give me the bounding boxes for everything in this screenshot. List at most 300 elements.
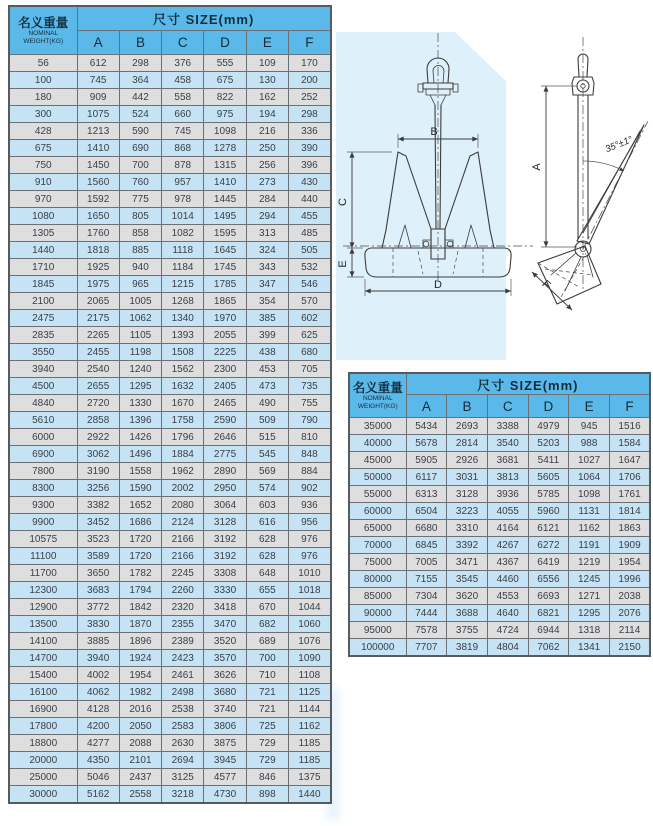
table-row — [9, 293, 331, 310]
column-header-f: F — [609, 395, 650, 418]
table-cell: 6821 — [528, 605, 569, 622]
table-cell: 6313 — [406, 486, 447, 503]
table-cell: 440 — [288, 191, 330, 208]
table-cell: 1044 — [288, 599, 330, 616]
column-header-a: A — [77, 31, 119, 55]
table-row — [9, 174, 331, 191]
column-header-b: B — [447, 395, 488, 418]
table-cell: 848 — [288, 446, 330, 463]
table-cell: 1652 — [119, 497, 161, 514]
table-cell: 1975 — [77, 276, 119, 293]
table-cell: 75000 — [349, 554, 406, 571]
table-cell: 1162 — [569, 520, 610, 537]
table-cell: 660 — [162, 106, 204, 123]
table-cell: 1782 — [119, 565, 161, 582]
table-cell: 385 — [246, 310, 288, 327]
fluke-angle-label: 35°±1° — [603, 134, 635, 156]
table-row — [349, 503, 650, 520]
table-cell: 1590 — [119, 480, 161, 497]
table-cell: 700 — [119, 157, 161, 174]
table-cell: 1558 — [119, 463, 161, 480]
table-cell: 85000 — [349, 588, 406, 605]
table-cell: 675 — [9, 140, 77, 157]
table-cell: 1785 — [204, 276, 246, 293]
table-cell: 2646 — [204, 429, 246, 446]
table-cell: 755 — [288, 395, 330, 412]
left-table-body — [9, 55, 331, 804]
table-cell: 90000 — [349, 605, 406, 622]
table-cell: 1595 — [204, 225, 246, 242]
table-cell: 2405 — [204, 378, 246, 395]
table-cell: 7005 — [406, 554, 447, 571]
table-cell: 1090 — [288, 650, 330, 667]
table-cell: 1185 — [288, 735, 330, 752]
table-cell: 2055 — [204, 327, 246, 344]
table-cell: 1185 — [288, 752, 330, 769]
table-cell: 4128 — [77, 701, 119, 718]
table-row — [9, 735, 331, 752]
table-cell: 603 — [246, 497, 288, 514]
table-cell: 1440 — [9, 242, 77, 259]
size-header: 尺寸 SIZE(mm) — [406, 373, 650, 395]
table-cell: 690 — [119, 140, 161, 157]
table-cell: 2835 — [9, 327, 77, 344]
nominal-weight-en2: WEIGHT(KG) — [23, 37, 64, 45]
table-cell: 3452 — [77, 514, 119, 531]
table-row — [349, 486, 650, 503]
table-cell: 682 — [246, 616, 288, 633]
table-cell: 343 — [246, 259, 288, 276]
table-cell: 8300 — [9, 480, 77, 497]
table-cell: 700 — [246, 650, 288, 667]
table-cell: 878 — [162, 157, 204, 174]
table-cell: 4640 — [487, 605, 528, 622]
table-row — [9, 89, 331, 106]
table-cell: 100000 — [349, 639, 406, 657]
table-cell: 1098 — [569, 486, 610, 503]
table-cell: 3550 — [9, 344, 77, 361]
table-cell: 1495 — [204, 208, 246, 225]
table-cell: 2498 — [162, 684, 204, 701]
table-cell: 940 — [119, 259, 161, 276]
table-cell: 3330 — [204, 582, 246, 599]
table-cell: 790 — [288, 412, 330, 429]
table-row — [9, 378, 331, 395]
table-cell: 970 — [9, 191, 77, 208]
nominal-weight-header — [349, 373, 406, 418]
table-cell: 1962 — [162, 463, 204, 480]
table-row — [9, 191, 331, 208]
table-row — [349, 571, 650, 588]
table-cell: 7444 — [406, 605, 447, 622]
table-cell: 5678 — [406, 435, 447, 452]
table-cell: 5605 — [528, 469, 569, 486]
table-row — [9, 327, 331, 344]
table-row — [9, 225, 331, 242]
table-cell: 100 — [9, 72, 77, 89]
table-cell: 1014 — [162, 208, 204, 225]
table-cell: 3062 — [77, 446, 119, 463]
table-row — [9, 412, 331, 429]
table-cell: 200 — [288, 72, 330, 89]
table-row — [9, 786, 331, 804]
table-cell: 6900 — [9, 446, 77, 463]
table-cell: 6121 — [528, 520, 569, 537]
table-row — [9, 140, 331, 157]
table-cell: 1645 — [204, 242, 246, 259]
table-cell: 689 — [246, 633, 288, 650]
column-header-d: D — [204, 31, 246, 55]
table-cell: 721 — [246, 684, 288, 701]
table-cell: 1584 — [609, 435, 650, 452]
table-row — [9, 123, 331, 140]
table-cell: 1426 — [119, 429, 161, 446]
nominal-weight-en1: NOMINAL — [362, 395, 393, 402]
table-row — [9, 565, 331, 582]
table-cell: 3940 — [9, 361, 77, 378]
table-cell: 4804 — [487, 639, 528, 657]
table-cell: 1305 — [9, 225, 77, 242]
table-cell: 4500 — [9, 378, 77, 395]
table-cell: 1670 — [162, 395, 204, 412]
table-cell: 2114 — [609, 622, 650, 639]
column-header-c: C — [487, 395, 528, 418]
table-cell: 3418 — [204, 599, 246, 616]
table-cell: 216 — [246, 123, 288, 140]
table-row — [9, 463, 331, 480]
table-cell: 775 — [119, 191, 161, 208]
table-cell: 2814 — [447, 435, 488, 452]
table-cell: 2775 — [204, 446, 246, 463]
table-cell: 324 — [246, 242, 288, 259]
table-cell: 6419 — [528, 554, 569, 571]
table-cell: 3523 — [77, 531, 119, 548]
table-cell: 976 — [288, 531, 330, 548]
table-cell: 2225 — [204, 344, 246, 361]
table-cell: 1450 — [77, 157, 119, 174]
table-cell: 1393 — [162, 327, 204, 344]
table-cell: 1005 — [119, 293, 161, 310]
table-cell: 3192 — [204, 548, 246, 565]
table-row — [349, 520, 650, 537]
table-cell: 364 — [119, 72, 161, 89]
anchor-size-table-left — [8, 5, 332, 804]
table-cell: 655 — [246, 582, 288, 599]
dimension-label-c: C — [337, 198, 349, 206]
nominal-weight-cn: 名义重量 — [352, 381, 403, 395]
table-row — [9, 769, 331, 786]
table-cell: 390 — [288, 140, 330, 157]
table-cell: 5434 — [406, 418, 447, 435]
table-row — [9, 531, 331, 548]
table-cell: 2437 — [119, 769, 161, 786]
table-cell: 5960 — [528, 503, 569, 520]
table-cell: 868 — [162, 140, 204, 157]
table-cell: 4460 — [487, 571, 528, 588]
table-cell: 1865 — [204, 293, 246, 310]
anchor-front-view — [337, 33, 533, 296]
table-cell: 3031 — [447, 469, 488, 486]
table-cell: 705 — [288, 361, 330, 378]
table-cell: 3589 — [77, 548, 119, 565]
dimension-label-e: E — [337, 260, 349, 268]
table-cell: 300 — [9, 106, 77, 123]
table-cell: 1560 — [77, 174, 119, 191]
table-cell: 2166 — [162, 531, 204, 548]
table-row — [349, 537, 650, 554]
table-cell: 3813 — [487, 469, 528, 486]
table-cell: 354 — [246, 293, 288, 310]
table-cell: 2175 — [77, 310, 119, 327]
table-cell: 1758 — [162, 412, 204, 429]
table-cell: 194 — [246, 106, 288, 123]
table-cell: 616 — [246, 514, 288, 531]
table-cell: 2455 — [77, 344, 119, 361]
table-cell: 4200 — [77, 718, 119, 735]
table-cell: 1760 — [77, 225, 119, 242]
table-cell: 294 — [246, 208, 288, 225]
table-cell: 130 — [246, 72, 288, 89]
table-cell: 5046 — [77, 769, 119, 786]
table-row — [9, 429, 331, 446]
table-cell: 3755 — [447, 622, 488, 639]
table-cell: 1215 — [162, 276, 204, 293]
table-cell: 4724 — [487, 622, 528, 639]
table-cell: 750 — [9, 157, 77, 174]
table-cell: 1845 — [9, 276, 77, 293]
table-cell: 25000 — [9, 769, 77, 786]
table-cell: 1184 — [162, 259, 204, 276]
table-cell: 14700 — [9, 650, 77, 667]
right-table-body — [349, 418, 650, 657]
table-cell: 16900 — [9, 701, 77, 718]
table-cell: 1010 — [288, 565, 330, 582]
table-cell: 3688 — [447, 605, 488, 622]
table-cell: 3806 — [204, 718, 246, 735]
table-cell: 6272 — [528, 537, 569, 554]
table-cell: 298 — [119, 55, 161, 72]
table-cell: 910 — [9, 174, 77, 191]
table-cell: 1720 — [119, 531, 161, 548]
table-cell: 55000 — [349, 486, 406, 503]
dimension-label-d: D — [434, 279, 442, 291]
table-cell: 2124 — [162, 514, 204, 531]
table-cell: 2694 — [162, 752, 204, 769]
table-cell: 12900 — [9, 599, 77, 616]
table-cell: 1219 — [569, 554, 610, 571]
table-cell: 6845 — [406, 537, 447, 554]
table-cell: 5162 — [77, 786, 119, 804]
table-cell: 1761 — [609, 486, 650, 503]
table-cell: 3681 — [487, 452, 528, 469]
table-cell: 810 — [288, 429, 330, 446]
table-cell: 2538 — [162, 701, 204, 718]
column-header-d: D — [528, 395, 569, 418]
table-cell: 1686 — [119, 514, 161, 531]
column-header-e: E — [569, 395, 610, 418]
table-cell: 3310 — [447, 520, 488, 537]
table-cell: 4267 — [487, 537, 528, 554]
table-cell: 4840 — [9, 395, 77, 412]
header-row-1 — [9, 6, 331, 31]
table-cell: 35000 — [349, 418, 406, 435]
table-cell: 485 — [288, 225, 330, 242]
table-row — [9, 497, 331, 514]
table-cell: 3128 — [204, 514, 246, 531]
table-cell: 2080 — [162, 497, 204, 514]
table-cell: 1954 — [119, 667, 161, 684]
column-header-c: C — [162, 31, 204, 55]
table-row — [9, 242, 331, 259]
table-cell: 976 — [288, 548, 330, 565]
table-cell: 1884 — [162, 446, 204, 463]
table-cell: 1796 — [162, 429, 204, 446]
table-cell: 1794 — [119, 582, 161, 599]
table-cell: 1162 — [288, 718, 330, 735]
table-cell: 2389 — [162, 633, 204, 650]
table-cell: 628 — [246, 548, 288, 565]
table-cell: 1240 — [119, 361, 161, 378]
table-cell: 1508 — [162, 344, 204, 361]
table-cell: 3650 — [77, 565, 119, 582]
table-cell: 884 — [288, 463, 330, 480]
table-cell: 4577 — [204, 769, 246, 786]
table-cell: 2101 — [119, 752, 161, 769]
table-cell: 612 — [77, 55, 119, 72]
table-cell: 569 — [246, 463, 288, 480]
table-cell: 455 — [288, 208, 330, 225]
table-cell: 5610 — [9, 412, 77, 429]
table-cell: 1562 — [162, 361, 204, 378]
size-header: 尺寸 SIZE(mm) — [77, 6, 331, 31]
table-cell: 729 — [246, 752, 288, 769]
table-cell: 1098 — [204, 123, 246, 140]
table-cell: 170 — [288, 55, 330, 72]
table-cell: 428 — [9, 123, 77, 140]
table-cell: 721 — [246, 701, 288, 718]
table-cell: 885 — [119, 242, 161, 259]
table-cell: 273 — [246, 174, 288, 191]
table-cell: 70000 — [349, 537, 406, 554]
table-cell: 1650 — [77, 208, 119, 225]
table-cell: 60000 — [349, 503, 406, 520]
column-header-b: B — [119, 31, 161, 55]
table-cell: 3772 — [77, 599, 119, 616]
table-cell: 7707 — [406, 639, 447, 657]
table-cell: 16100 — [9, 684, 77, 701]
table-cell: 1268 — [162, 293, 204, 310]
table-row — [349, 622, 650, 639]
table-cell: 2475 — [9, 310, 77, 327]
table-cell: 1870 — [119, 616, 161, 633]
table-cell: 1330 — [119, 395, 161, 412]
table-row — [349, 605, 650, 622]
table-row — [9, 208, 331, 225]
table-cell: 490 — [246, 395, 288, 412]
table-cell: 1710 — [9, 259, 77, 276]
table-cell: 9900 — [9, 514, 77, 531]
table-cell: 628 — [246, 531, 288, 548]
table-cell: 3471 — [447, 554, 488, 571]
table-cell: 2890 — [204, 463, 246, 480]
table-row — [9, 361, 331, 378]
table-cell: 602 — [288, 310, 330, 327]
table-cell: 2950 — [204, 480, 246, 497]
table-cell: 376 — [162, 55, 204, 72]
table-row — [9, 106, 331, 123]
table-cell: 1082 — [162, 225, 204, 242]
table-cell: 1954 — [609, 554, 650, 571]
table-cell: 760 — [119, 174, 161, 191]
table-cell: 2926 — [447, 452, 488, 469]
table-cell: 2166 — [162, 548, 204, 565]
table-row — [9, 667, 331, 684]
table-cell: 15400 — [9, 667, 77, 684]
table-cell: 945 — [569, 418, 610, 435]
table-cell: 524 — [119, 106, 161, 123]
nominal-weight-en1: NOMINAL — [28, 30, 59, 37]
table-cell: 1271 — [569, 588, 610, 605]
table-cell: 5785 — [528, 486, 569, 503]
table-row — [9, 446, 331, 463]
table-cell: 675 — [204, 72, 246, 89]
table-cell: 3382 — [77, 497, 119, 514]
table-cell: 1075 — [77, 106, 119, 123]
column-header-f: F — [288, 31, 330, 55]
table-cell: 1396 — [119, 412, 161, 429]
table-cell: 5203 — [528, 435, 569, 452]
table-cell: 975 — [204, 106, 246, 123]
table-row — [9, 684, 331, 701]
table-cell: 2150 — [609, 639, 650, 657]
table-cell: 1064 — [569, 469, 610, 486]
table-row — [9, 616, 331, 633]
table-cell: 95000 — [349, 622, 406, 639]
table-cell: 1375 — [288, 769, 330, 786]
table-cell: 20000 — [9, 752, 77, 769]
table-cell: 555 — [204, 55, 246, 72]
table-cell: 11100 — [9, 548, 77, 565]
table-cell: 505 — [288, 242, 330, 259]
table-row — [9, 582, 331, 599]
table-cell: 313 — [246, 225, 288, 242]
table-cell: 4277 — [77, 735, 119, 752]
table-row — [9, 395, 331, 412]
table-cell: 13500 — [9, 616, 77, 633]
table-cell: 1245 — [569, 571, 610, 588]
table-row — [349, 452, 650, 469]
table-cell: 1213 — [77, 123, 119, 140]
table-cell: 252 — [288, 89, 330, 106]
table-cell: 7800 — [9, 463, 77, 480]
table-cell: 2461 — [162, 667, 204, 684]
table-cell: 745 — [77, 72, 119, 89]
table-cell: 936 — [288, 497, 330, 514]
table-cell: 858 — [119, 225, 161, 242]
table-cell: 957 — [162, 174, 204, 191]
table-row — [9, 752, 331, 769]
table-cell: 4350 — [77, 752, 119, 769]
table-cell: 4062 — [77, 684, 119, 701]
table-cell: 1720 — [119, 548, 161, 565]
table-cell: 846 — [246, 769, 288, 786]
table-cell: 347 — [246, 276, 288, 293]
table-cell: 6944 — [528, 622, 569, 639]
table-cell: 1062 — [119, 310, 161, 327]
table-cell: 2245 — [162, 565, 204, 582]
table-cell: 11700 — [9, 565, 77, 582]
table-cell: 1027 — [569, 452, 610, 469]
